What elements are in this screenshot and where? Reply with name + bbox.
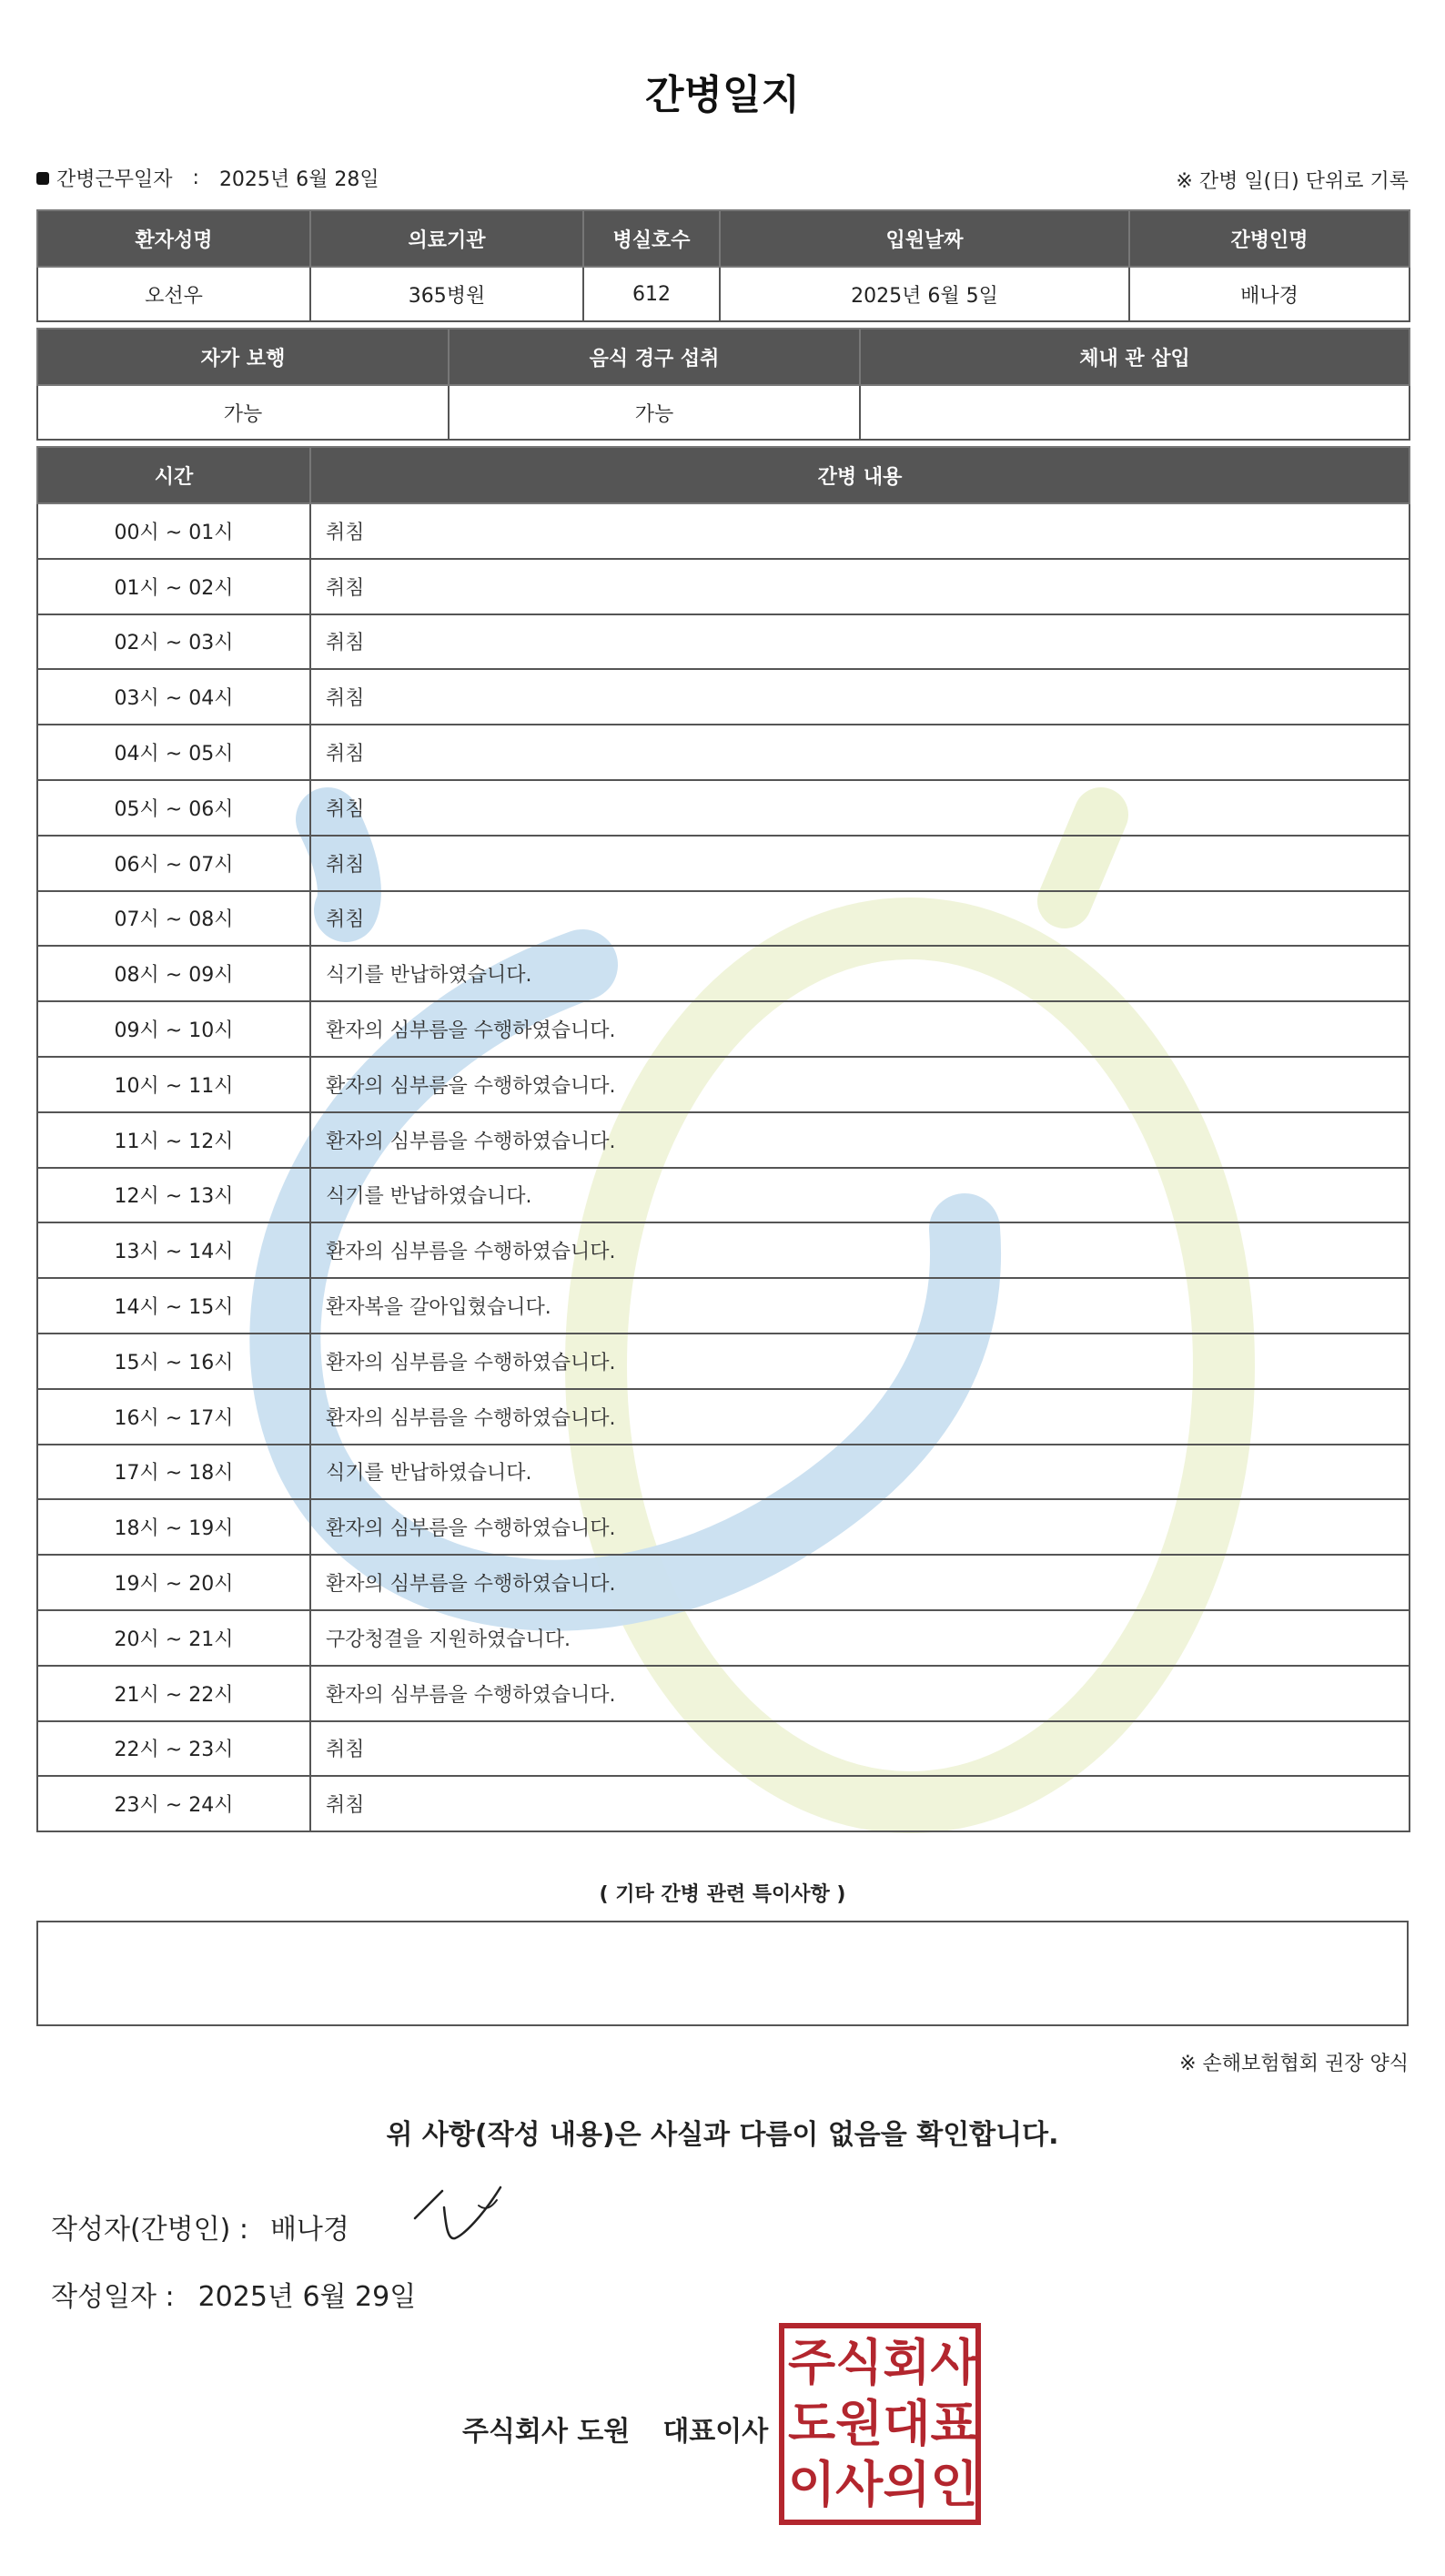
table-row (37, 1666, 1410, 1721)
table-row (37, 780, 1410, 836)
care-log-body (37, 503, 1410, 1831)
table-row (37, 1112, 1410, 1168)
care-content-cell: 식기를 반납하였습니다. (310, 1168, 1410, 1223)
care-content-cell: 취침 (310, 559, 1410, 614)
time-cell: 15시 ~ 16시 (37, 1334, 310, 1389)
table-row (37, 1610, 1410, 1666)
seal-char: 사 (835, 2456, 884, 2514)
seal-char: 사 (930, 2333, 978, 2391)
seal-char: 원 (835, 2394, 884, 2452)
table-row (37, 946, 1410, 1001)
time-cell: 12시 ~ 13시 (37, 1168, 310, 1223)
work-date-colon: : (192, 167, 199, 189)
caregiver-name: 배나경 (1129, 267, 1410, 321)
table-row (37, 836, 1410, 891)
care-content-cell: 환자의 심부름을 수행하였습니다. (310, 1666, 1410, 1721)
time-cell: 06시 ~ 07시 (37, 836, 310, 891)
seal-char: 표 (930, 2394, 978, 2452)
status-value-row (37, 385, 1410, 440)
work-date-label: 간병근무일자 (56, 168, 173, 191)
patient-status-table (36, 328, 1410, 441)
care-content-cell: 식기를 반납하였습니다. (310, 1445, 1410, 1500)
table-row (37, 1555, 1410, 1610)
care-content-cell: 환자의 심부름을 수행하였습니다. (310, 1499, 1410, 1555)
header-care-content: 간병 내용 (310, 447, 1410, 503)
care-content-cell: 환자복을 갈아입혔습니다. (310, 1278, 1410, 1334)
table-row (37, 1334, 1410, 1389)
time-cell: 23시 ~ 24시 (37, 1776, 310, 1831)
table-row (37, 1168, 1410, 1223)
time-cell: 09시 ~ 10시 (37, 1001, 310, 1057)
recommend-note: ※ 손해보험협회 권장 양식 (1179, 2053, 1409, 2075)
notes-box (36, 1921, 1409, 2026)
table-row (37, 1222, 1410, 1278)
confirmation-statement: 위 사항(작성 내용)은 사실과 다름이 없음을 확인합니다. (386, 2119, 1059, 2151)
room-number: 612 (583, 267, 720, 321)
patient-info-header-row (37, 210, 1410, 267)
time-cell: 01시 ~ 02시 (37, 559, 310, 614)
care-content-cell: 환자의 심부름을 수행하였습니다. (310, 1112, 1410, 1168)
care-content-cell: 취침 (310, 1721, 1410, 1777)
care-content-cell: 취침 (310, 1776, 1410, 1831)
care-content-cell: 취침 (310, 780, 1410, 836)
time-cell: 18시 ~ 19시 (37, 1499, 310, 1555)
table-row (37, 1721, 1410, 1777)
table-row (37, 891, 1410, 947)
time-cell: 14시 ~ 15시 (37, 1278, 310, 1334)
seal-char: 의 (883, 2456, 931, 2514)
header-tube-insertion: 체내 관 삽입 (860, 329, 1410, 385)
time-cell: 22시 ~ 23시 (37, 1721, 310, 1777)
admission-date: 2025년 6월 5일 (720, 267, 1129, 321)
company-representative: 대표이사 (662, 2416, 769, 2448)
care-content-cell: 환자의 심부름을 수행하였습니다. (310, 1555, 1410, 1610)
table-row (37, 1776, 1410, 1831)
page-title: 간병일지 (644, 72, 800, 118)
time-cell: 02시 ~ 03시 (37, 614, 310, 670)
table-row (37, 614, 1410, 670)
care-content-cell: 취침 (310, 725, 1410, 780)
care-content-cell: 환자의 심부름을 수행하였습니다. (310, 1001, 1410, 1057)
time-cell: 11시 ~ 12시 (37, 1112, 310, 1168)
table-row (37, 1445, 1410, 1500)
oral-intake-value: 가능 (449, 385, 860, 440)
care-content-cell: 환자의 심부름을 수행하였습니다. (310, 1222, 1410, 1278)
header-hospital: 의료기관 (310, 210, 583, 267)
care-content-cell: 취침 (310, 669, 1410, 725)
care-content-cell: 취침 (310, 614, 1410, 670)
hospital-name: 365병원 (310, 267, 583, 321)
table-row (37, 559, 1410, 614)
written-date-value: 2025년 6월 29일 (197, 2281, 417, 2313)
patient-info-value-row (37, 267, 1410, 321)
time-cell: 05시 ~ 06시 (37, 780, 310, 836)
care-log-header-row (37, 447, 1410, 503)
table-row (37, 1278, 1410, 1334)
time-cell: 10시 ~ 11시 (37, 1057, 310, 1112)
written-date-row (51, 2274, 416, 2314)
written-date-label: 작성일자 : (51, 2281, 175, 2313)
writer-name: 배나경 (269, 2214, 349, 2246)
table-row (37, 1499, 1410, 1555)
header-room-number: 병실호수 (583, 210, 720, 267)
seal-char: 이 (788, 2456, 836, 2514)
signature (409, 2180, 510, 2253)
table-row (37, 503, 1410, 559)
header-patient-name: 환자성명 (37, 210, 310, 267)
writer-row (51, 2206, 349, 2246)
care-content-cell: 환자의 심부름을 수행하였습니다. (310, 1057, 1410, 1112)
notes-title: ( 기타 간병 관련 특이사항 ) (599, 1883, 846, 1906)
seal-char: 대 (883, 2394, 931, 2452)
care-content-cell: 환자의 심부름을 수행하였습니다. (310, 1334, 1410, 1389)
care-content-cell: 구강청결을 지원하였습니다. (310, 1610, 1410, 1666)
patient-info-table (36, 209, 1410, 322)
care-content-cell: 취침 (310, 891, 1410, 947)
company-name: 주식회사 도원 (462, 2416, 631, 2448)
table-row (37, 725, 1410, 780)
time-cell: 08시 ~ 09시 (37, 946, 310, 1001)
time-cell: 17시 ~ 18시 (37, 1445, 310, 1500)
table-row (37, 1389, 1410, 1445)
table-row (37, 1057, 1410, 1112)
seal-char: 식 (835, 2333, 884, 2391)
bullet-square-icon (36, 172, 49, 185)
care-content-cell: 취침 (310, 836, 1410, 891)
care-content-cell: 식기를 반납하였습니다. (310, 946, 1410, 1001)
time-cell: 00시 ~ 01시 (37, 503, 310, 559)
time-cell: 04시 ~ 05시 (37, 725, 310, 780)
time-cell: 03시 ~ 04시 (37, 669, 310, 725)
company-row (462, 2409, 768, 2449)
self-walking-value: 가능 (37, 385, 449, 440)
header-time: 시간 (37, 447, 310, 503)
time-cell: 21시 ~ 22시 (37, 1666, 310, 1721)
time-cell: 19시 ~ 20시 (37, 1555, 310, 1610)
care-content-cell: 환자의 심부름을 수행하였습니다. (310, 1389, 1410, 1445)
time-cell: 07시 ~ 08시 (37, 891, 310, 947)
time-cell: 13시 ~ 14시 (37, 1222, 310, 1278)
status-header-row (37, 329, 1410, 385)
header-caregiver-name: 간병인명 (1129, 210, 1410, 267)
header-admission-date: 입원날짜 (720, 210, 1129, 267)
table-row (37, 669, 1410, 725)
company-seal (779, 2323, 981, 2525)
seal-char: 회 (883, 2333, 931, 2391)
seal-char: 도 (788, 2394, 836, 2452)
unit-note: ※ 간병 일(日) 단위로 기록 (1176, 170, 1409, 193)
time-cell: 16시 ~ 17시 (37, 1389, 310, 1445)
writer-label: 작성자(간병인) : (51, 2214, 248, 2246)
care-log-table (36, 446, 1410, 1832)
table-row (37, 1001, 1410, 1057)
work-date-value: 2025년 6월 28일 (218, 168, 379, 191)
work-date-row (36, 164, 379, 192)
patient-name: 오선우 (37, 267, 310, 321)
seal-char: 주 (788, 2333, 836, 2391)
care-content-cell: 취침 (310, 503, 1410, 559)
header-self-walking: 자가 보행 (37, 329, 449, 385)
time-cell: 20시 ~ 21시 (37, 1610, 310, 1666)
header-oral-intake: 음식 경구 섭취 (449, 329, 860, 385)
tube-insertion-value (860, 385, 1410, 440)
seal-char: 인 (930, 2456, 978, 2514)
